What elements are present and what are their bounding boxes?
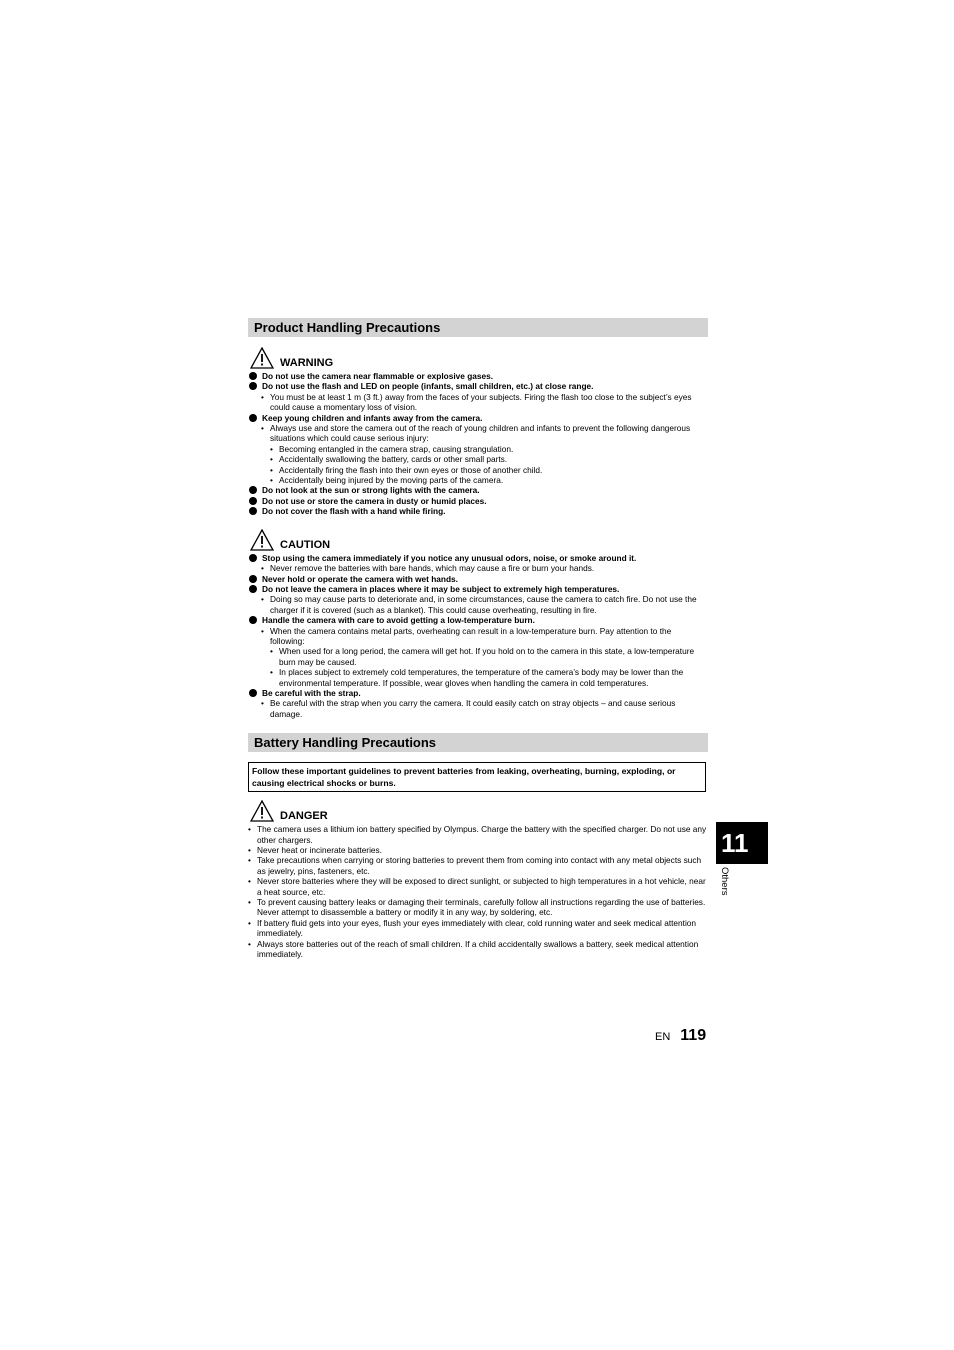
bullet-icon [249, 414, 257, 422]
section-title-product: Product Handling Precautions [248, 318, 708, 337]
warning-triangle-icon [250, 347, 274, 369]
list-item: Do not leave the camera in places where it may be subject to extremely high temperatures. [248, 584, 708, 594]
list-item: • Always store batteries out of the reach of small children. If a child accidentally swallows a battery, seek medical attention immediately. [248, 938, 699, 960]
bullet-icon [249, 497, 257, 505]
sub-item: • Doing so may cause parts to deteriorate and, in some circumstances, cause the camera to catch fire. Do not use the charger if it is covered (such as a blanket). This could cause overheating, resulting in fire. [261, 594, 697, 615]
section-title-battery: Battery Handling Precautions [248, 733, 708, 752]
list-item: Do not use the flash and LED on people (infants, small children, etc.) at close range. [248, 381, 708, 391]
warning-triangle-icon [250, 800, 274, 822]
list-item: Never hold or operate the camera with wet hands. [248, 574, 708, 584]
bullet-icon [249, 486, 257, 494]
sub-sub-item: • Accidentally being injured by the moving parts of the camera. [270, 475, 504, 486]
list-item: • Never heat or incinerate batteries. [248, 845, 382, 855]
list-item: Keep young children and infants away from the camera. [248, 413, 708, 423]
sub-item: • Never remove the batteries with bare hands, which may cause a fire or burn your hands. [261, 563, 595, 574]
sub-sub-item: • Accidentally firing the flash into their own eyes or those of another child. [270, 464, 543, 475]
sub-sub-item: • Becoming entangled in the camera strap, causing strangulation. [270, 443, 514, 454]
warning-list [248, 371, 708, 517]
sub-item: • Be careful with the strap when you carry the camera. It could easily catch on stray objects – and cause serious damage. [261, 698, 676, 719]
battery-notice-box: Follow these important guidelines to prevent batteries from leaking, overheating, burning, exploding, or causing electrical shocks or burns. [248, 762, 706, 792]
chapter-tab-label: Others [719, 867, 730, 896]
sub-sub-item: • When used for a long period, the camera will get hot. If you hold on to the camera in this state, a low-temperature burn may be caused. [270, 646, 695, 667]
bullet-icon [249, 575, 257, 583]
sub-item: • Always use and store the camera out of the reach of young children and infants to prevent the following dangerous situations which could cause serious injury: [261, 423, 691, 444]
caution-list [248, 553, 708, 720]
language-code: EN [655, 1031, 671, 1043]
list-item: • If battery fluid gets into your eyes, flush your eyes immediately with clear, cold running water and seek medical attention immediately. [248, 917, 697, 939]
page-footer [655, 1027, 706, 1045]
list-item: Do not use the camera near flammable or explosive gases. [248, 371, 708, 381]
list-item: Do not use or store the camera in dusty or humid places. [248, 496, 708, 506]
sub-sub-item: • In places subject to extremely cold temperatures, the temperature of the camera’s body may be lower than the environmental temperature. If possible, wear gloves when handling the camera in cold temperatures. [270, 667, 684, 688]
list-item: • Take precautions when carrying or storing batteries to prevent them from coming into contact with any metal objects such as jewelry, pins, fasteners, etc. [248, 855, 702, 876]
list-item: Do not cover the flash with a hand while firing. [248, 506, 708, 516]
chapter-tab: 11 [716, 822, 768, 864]
warning-callout [248, 345, 708, 369]
danger-callout [248, 798, 708, 822]
bullet-icon [249, 689, 257, 697]
list-item: Handle the camera with care to avoid getting a low-temperature burn. [248, 615, 708, 625]
sub-item: • You must be at least 1 m (3 ft.) away from the faces of your subjects. Firing the flash too close to the subject’s eyes could cause a momentary loss of vision. [261, 391, 692, 413]
list-item: Stop using the camera immediately if you notice any unusual odors, noise, or smoke around it. [248, 553, 708, 563]
caution-callout [248, 527, 708, 551]
list-item: • The camera uses a lithium ion battery specified by Olympus. Charge the battery with the specified charger. Do not use any other chargers. [248, 824, 707, 845]
list-item: • To prevent causing battery leaks or damaging their terminals, carefully follow all instructions regarding the use of batteries. Never attempt to disassemble a battery or modify it in any way, by soldering, etc. [248, 897, 706, 918]
danger-list [248, 824, 708, 959]
caution-label: CAUTION [280, 538, 331, 551]
bullet-icon [249, 554, 257, 562]
warning-label: WARNING [280, 357, 334, 369]
list-item: • Never store batteries where they will be exposed to direct sunlight, or subjected to high temperatures in a hot vehicle, near a heat source, etc. [248, 876, 706, 897]
list-item: Do not look at the sun or strong lights with the camera. [248, 485, 708, 495]
sub-sub-item: • Accidentally swallowing the battery, cards or other small parts. [270, 454, 508, 465]
sub-item: • When the camera contains metal parts, overheating can result in a low-temperature burn. Pay attention to the following: [261, 625, 672, 646]
bullet-icon [249, 507, 257, 515]
list-item: Be careful with the strap. [248, 688, 708, 698]
bullet-icon [249, 616, 257, 624]
bullet-icon [249, 382, 257, 390]
danger-label: DANGER [280, 810, 328, 823]
page-content [248, 318, 708, 959]
bullet-icon [249, 372, 257, 380]
page-number: 119 [680, 1027, 707, 1044]
bullet-icon [249, 585, 257, 593]
warning-triangle-icon [250, 529, 274, 551]
